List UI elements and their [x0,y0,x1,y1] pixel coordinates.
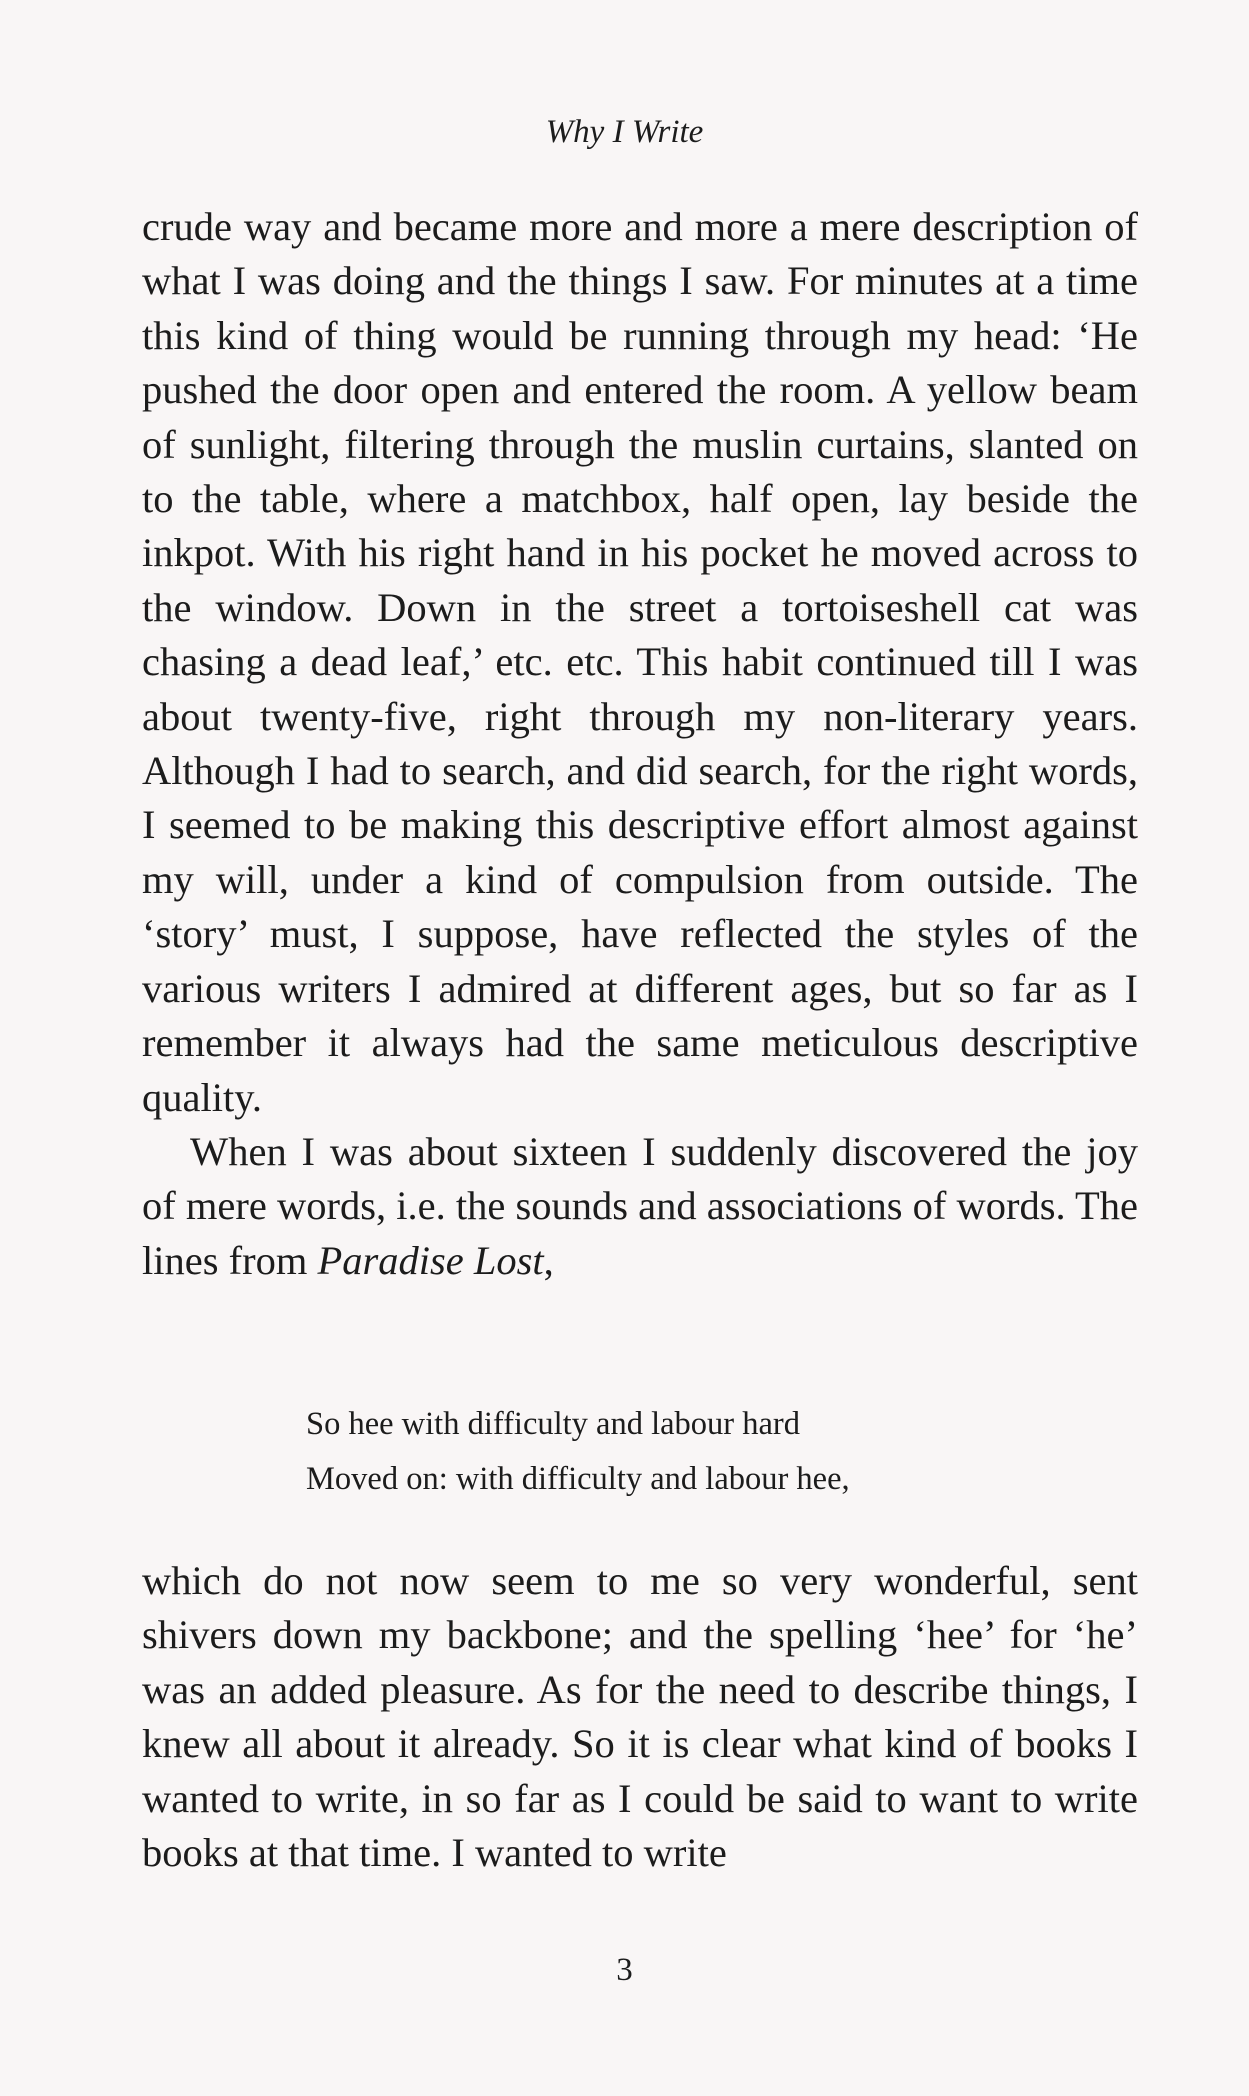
paragraph-after-verse: which do not now seem to me so very wonderful, sent shivers down my backbone; and the spelling ‘hee’ for ‘he’ was an added pleasure. As for the need to describe things, I knew all about it already. So it is clear what kind of books I wanted to write, in so far as I could be said to want to write books at that time. I wanted to write [142,1558,1138,1876]
book-title-paradise-lost: Paradise Lost [317,1237,544,1283]
paragraph-2-comma: , [543,1237,554,1283]
verse-line: Moved on: with difficulty and labour hee, [306,1461,850,1497]
running-head-title: Why I Write [545,114,704,150]
paragraph-2-text: When I was about sixteen I suddenly discovered the joy of mere words, i.e. the sounds and associations of words. The lines from [142,1128,1138,1283]
text-block-lower [142,1554,1138,1880]
paragraph-sixteen [142,1125,1138,1288]
text-block-upper [142,200,1138,1288]
verse-quotation [306,1397,850,1507]
verse-line: So hee with difficulty and labour hard [306,1406,801,1442]
page-number: 3 [616,1952,633,1988]
paragraph-continuation: crude way and became more and more a mere description of what I was doing and the things I saw. For minutes at a time this kind of thing would be running through my head: ‘He pushed the door open and entered the room. A yellow beam of sunlight, filtering through the muslin curtains, slanted on to the table, where a matchbox, half open, lay beside the inkpot. With his right hand in his pocket he moved across to the window. Down in the street a tortoiseshell cat was chasing a dead leaf,’ etc. etc. This habit continued till I was about twenty-five, right through my non-literary years. Although I had to search, and did search, for the right words, I seemed to be making this descriptive effort almost against my will, under a kind of compulsion from outside. The ‘story’ must, I suppose, have reflected the styles of the various writers I admired at different ages, but so far as I remember it always had the same meticulous descriptive quality. [142,204,1138,1120]
